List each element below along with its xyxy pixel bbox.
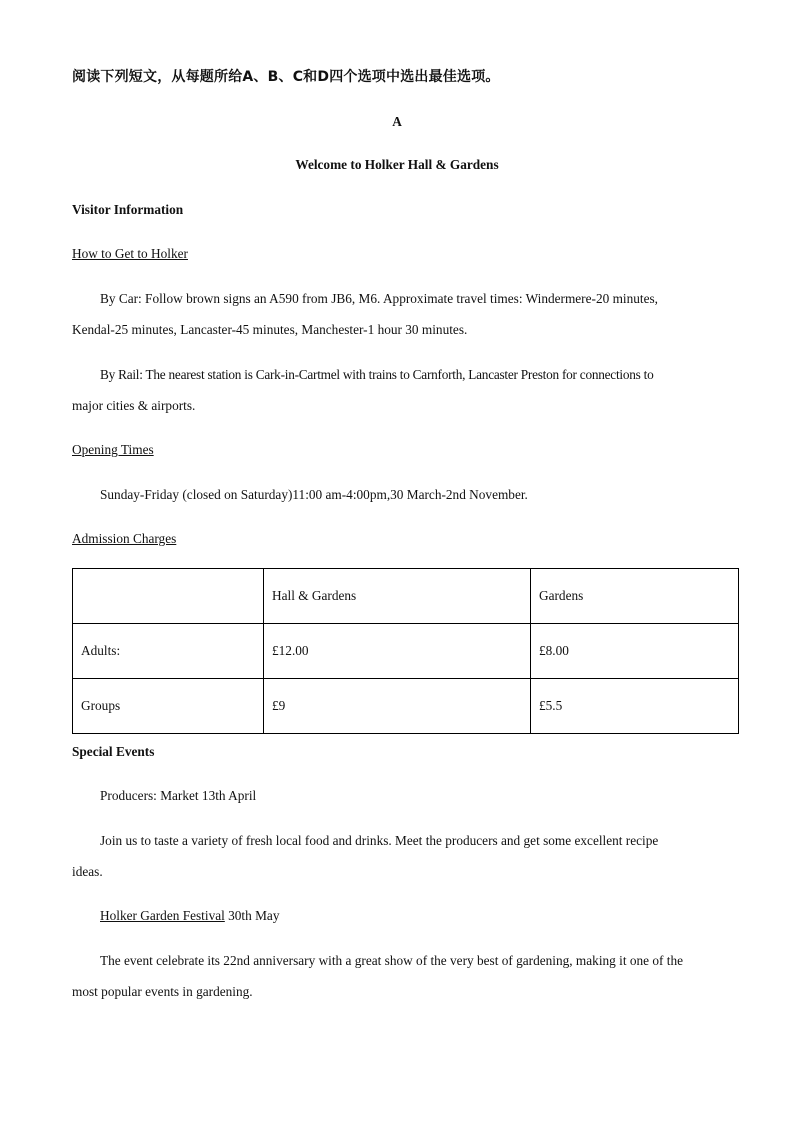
table-cell: Groups	[73, 679, 264, 734]
table-cell: £12.00	[264, 624, 531, 679]
table-cell: £8.00	[531, 624, 739, 679]
festival-line-1: The event celebrate its 22nd anniversary with a great show of the very best of gardening, making it one of the	[100, 953, 684, 968]
table-cell: Adults:	[73, 624, 264, 679]
table-row	[73, 679, 739, 734]
by-car-line-2: Kendal-25 minutes, Lancaster-45 minutes, Manchester-1 hour 30 minutes.	[72, 322, 468, 337]
opening-times-text: Sunday-Friday (closed on Saturday)11:00 am-4:00pm,30 March-2nd November.	[100, 487, 528, 502]
admission-heading: Admission Charges	[72, 531, 177, 546]
section-letter: A	[392, 114, 402, 129]
table-header-cell: Hall & Gardens	[264, 569, 531, 624]
instruction-text: 阅读下列短文，从每题所给A、B、C和D四个选项中选出最佳选项。	[72, 69, 500, 85]
table-cell: £9	[264, 679, 531, 734]
table-header-cell: Gardens	[531, 569, 739, 624]
how-to-get-heading: How to Get to Holker	[72, 246, 188, 261]
market-title: Producers: Market 13th April	[100, 788, 257, 803]
table-header-cell	[73, 569, 264, 624]
festival-title: Holker Garden Festival	[100, 908, 225, 923]
visitor-info-heading: Visitor Information	[72, 202, 184, 217]
table-cell: £5.5	[531, 679, 739, 734]
market-line-2: ideas.	[72, 864, 103, 879]
opening-times-heading: Opening Times	[72, 442, 154, 457]
by-rail-line-1: By Rail: The nearest station is Cark-in-Cartmel with trains to Carnforth, Lancaster Preston for connections to	[100, 367, 654, 382]
by-rail-line-2: major cities & airports.	[72, 398, 196, 413]
festival-title-line	[100, 908, 279, 924]
market-line-1: Join us to taste a variety of fresh local food and drinks. Meet the producers and get some excellent recipe	[100, 833, 659, 848]
table-header-row	[73, 569, 739, 624]
by-car-line-1: By Car: Follow brown signs an A590 from JB6, M6. Approximate travel times: Windermere-20 minutes,	[100, 291, 658, 306]
special-events-heading: Special Events	[72, 744, 155, 759]
festival-line-2: most popular events in gardening.	[72, 984, 253, 999]
page-title: Welcome to Holker Hall & Gardens	[295, 157, 499, 172]
festival-date: 30th May	[224, 908, 280, 923]
table-row	[73, 624, 739, 679]
admission-table	[72, 568, 739, 734]
